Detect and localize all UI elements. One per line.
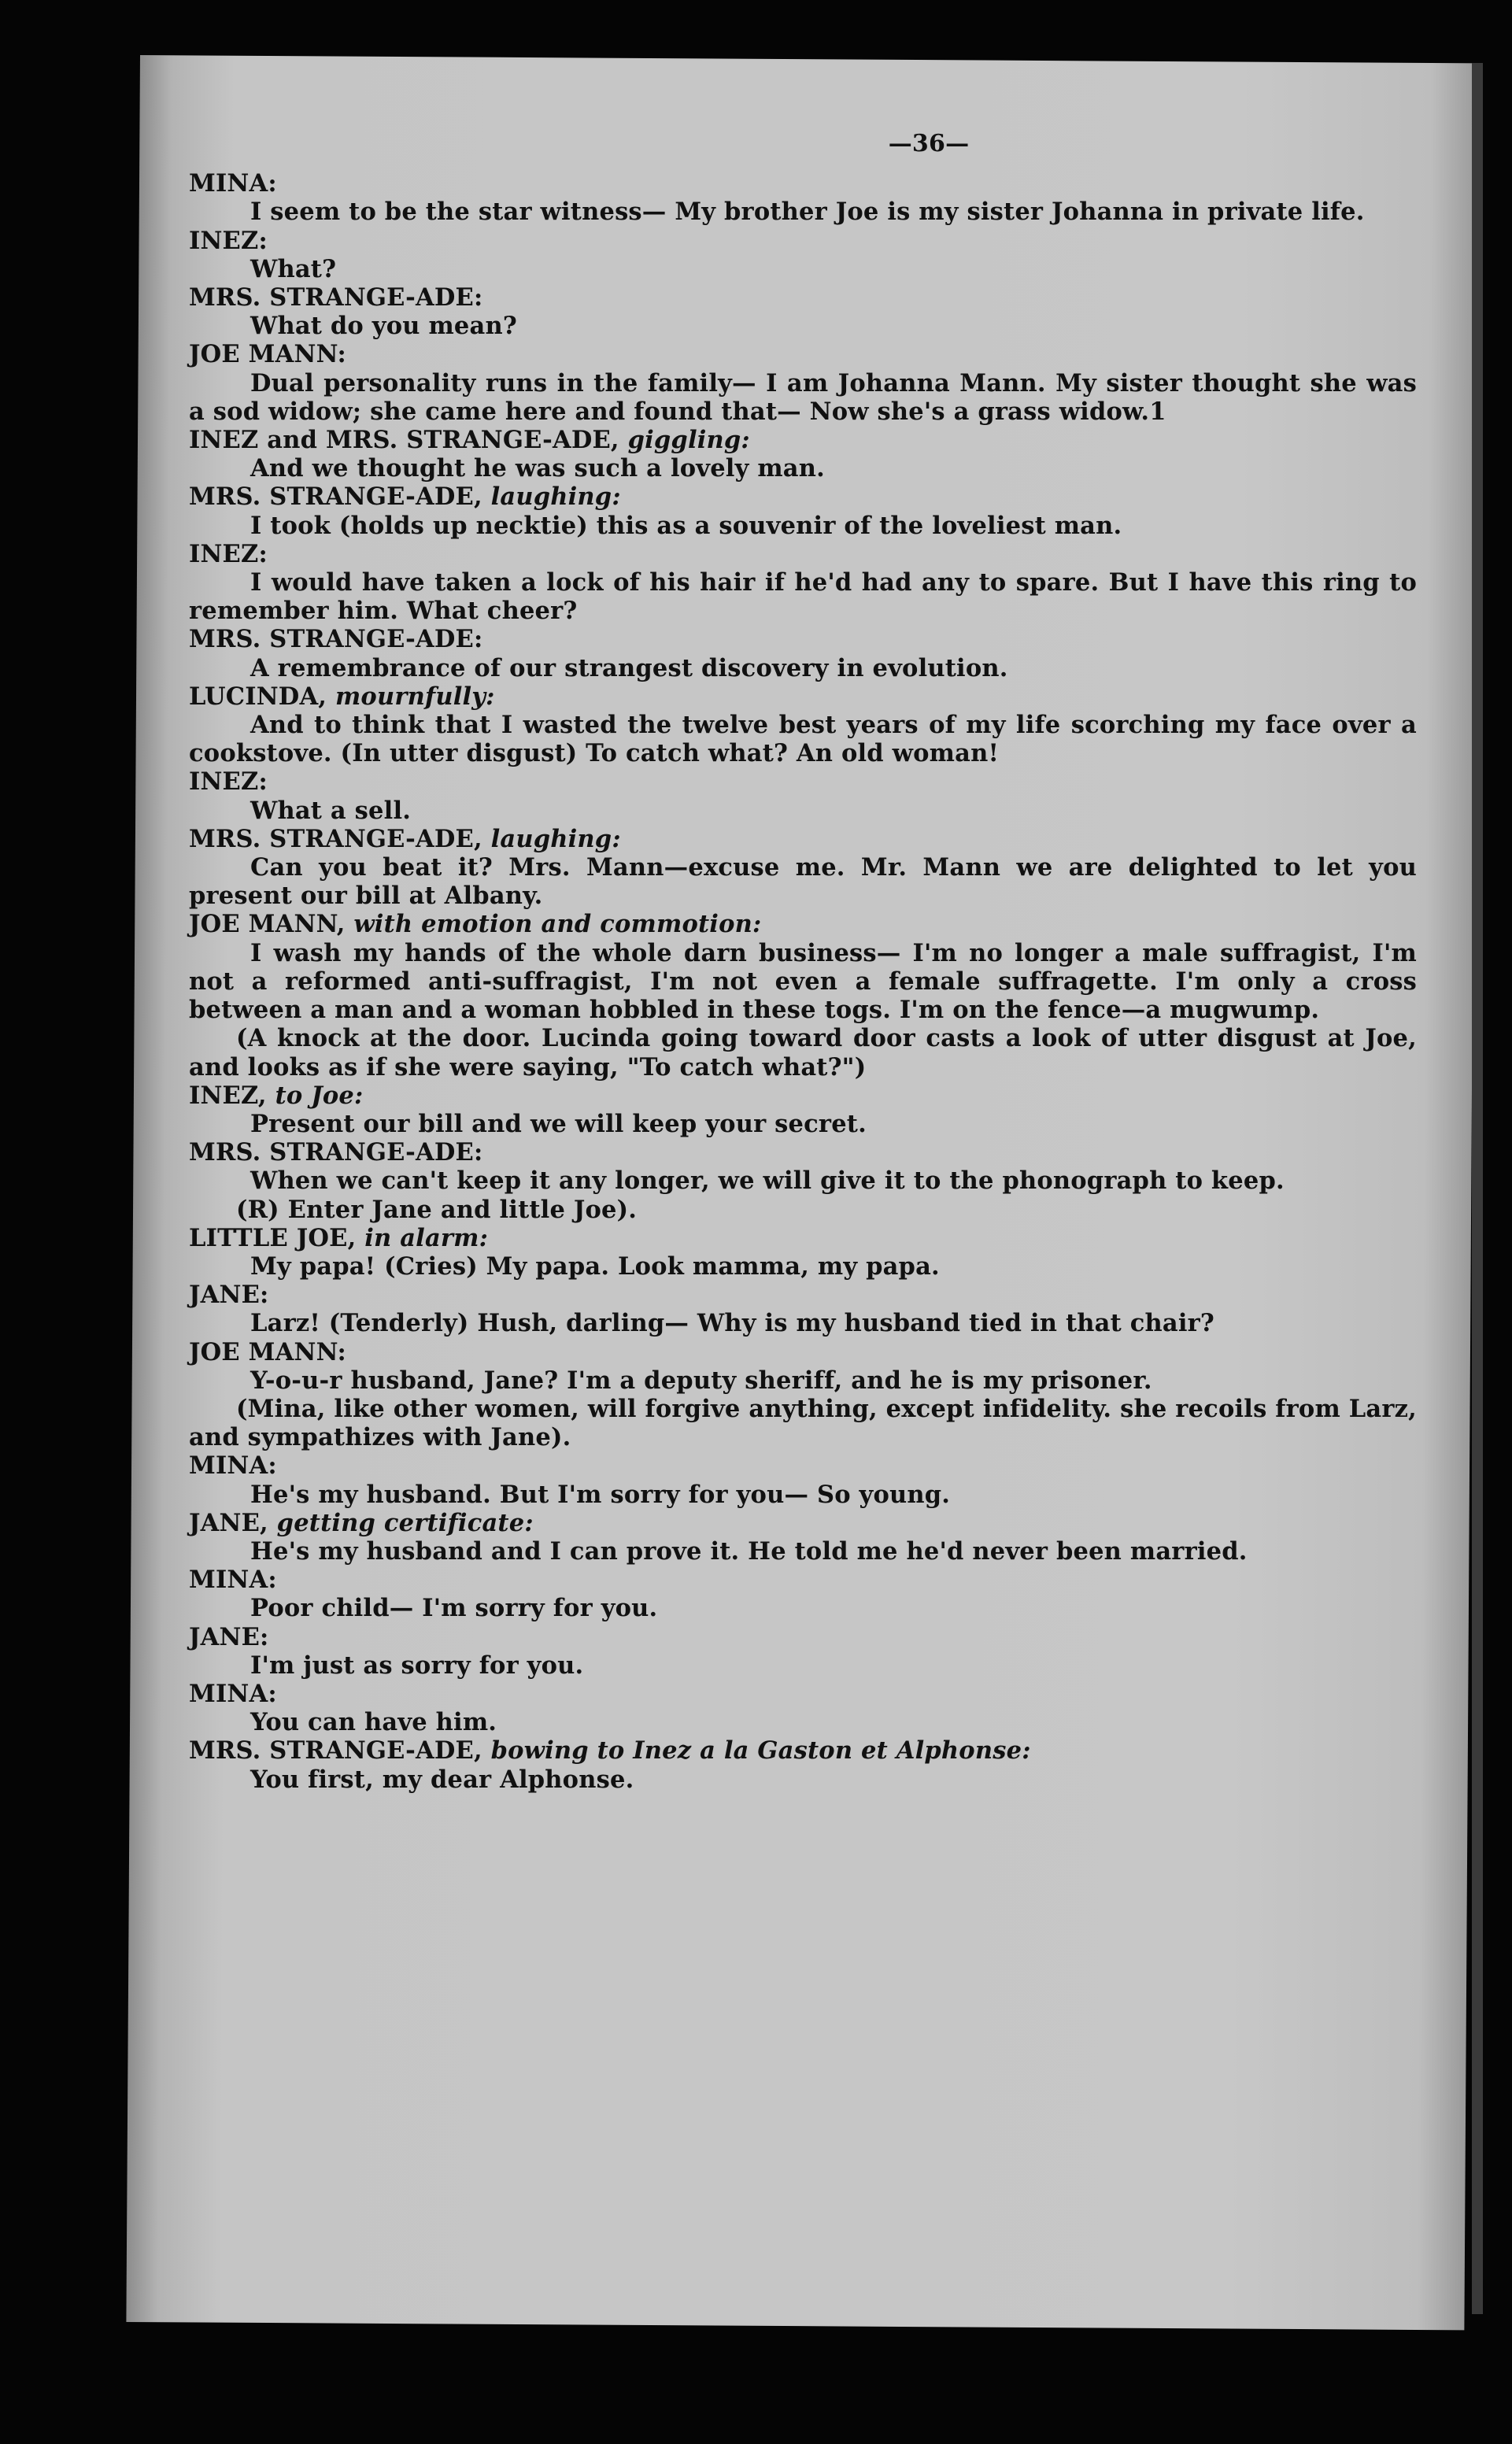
- dialogue-line: I'm just as sorry for you.: [250, 1651, 584, 1680]
- speaker-name: MRS. STRANGE-ADE,: [189, 1736, 482, 1766]
- speaker-heading: [189, 1224, 1417, 1252]
- speaker-name: LITTLE JOE,: [189, 1223, 357, 1252]
- speaker-name: INEZ:: [189, 226, 268, 255]
- speaker-heading: [189, 1281, 1417, 1309]
- speaker-direction: getting certificate:: [268, 1508, 534, 1537]
- speaker-name: JANE:: [189, 1281, 269, 1310]
- speaker-heading: [189, 1451, 1417, 1480]
- speaker-heading: [189, 1566, 1417, 1594]
- speaker-name: LUCINDA,: [189, 682, 327, 711]
- dialogue-line: He's my husband and I can prove it. He told me he'd never been married.: [250, 1536, 1248, 1566]
- speaker-direction: with emotion and commotion:: [345, 910, 762, 939]
- speaker-name: JANE:: [189, 1622, 269, 1651]
- dialogue-line: A remembrance of our strangest discovery in evolution.: [250, 653, 1008, 682]
- dialogue-line: When we can't keep it any longer, we will give it to the phonograph to keep.: [250, 1167, 1285, 1196]
- speaker-name: MINA:: [189, 1679, 277, 1708]
- speaker-heading: [189, 682, 1417, 711]
- speaker-heading: [189, 625, 1417, 653]
- dialogue-line: Present our bill and we will keep your secret.: [250, 1109, 867, 1138]
- speaker-name: MINA:: [189, 1451, 277, 1481]
- speaker-direction: laughing:: [482, 483, 621, 512]
- speaker-name: JANE,: [189, 1508, 268, 1537]
- stage-direction: (R) Enter Jane and little Joe).: [236, 1195, 638, 1224]
- speaker-direction: mournfully:: [327, 682, 495, 711]
- speaker-name: MINA:: [189, 1566, 277, 1595]
- dialogue-line: Y-o-u-r husband, Jane? I'm a deputy sheriff, and he is my prisoner.: [250, 1366, 1152, 1395]
- dialogue-line: I wash my hands of the whole darn business— I'm no longer a male suffragist, I'm not a reformed anti-suffragist, I'm not even a female suffragette. I'm only a cross between a man and a woman hobbled in these togs. I'm on the fence—a mugwump.: [189, 938, 1417, 1025]
- speaker-name: JOE MANN:: [189, 1337, 347, 1366]
- speaker-name: MRS. STRANGE-ADE,: [189, 483, 482, 512]
- speaker-heading: [189, 283, 1417, 312]
- speaker-heading: [189, 1736, 1417, 1765]
- speaker-name: MRS. STRANGE-ADE:: [189, 625, 483, 654]
- speaker-heading: [189, 1081, 1417, 1110]
- dialogue-line: Poor child— I'm sorry for you.: [250, 1594, 658, 1623]
- speaker-name: MINA:: [189, 169, 277, 198]
- speaker-heading: [189, 483, 1417, 511]
- speaker-heading: [189, 1338, 1417, 1366]
- speaker-name: MRS. STRANGE-ADE:: [189, 283, 483, 312]
- dialogue-line: I would have taken a lock of his hair if he'd had any to spare. But I have this ring to remember him. What cheer?: [189, 568, 1417, 626]
- speaker-heading: [189, 767, 1417, 796]
- dialogue-line: And we thought he was such a lovely man.: [250, 454, 825, 483]
- speaker-heading: [189, 1680, 1417, 1708]
- speaker-name: MRS. STRANGE-ADE:: [189, 1138, 483, 1167]
- dialogue-line: And to think that I wasted the twelve best years of my life scorching my face over a cookstove. (In utter disgust) To catch what? An old woman!: [189, 711, 1417, 768]
- speaker-heading: [189, 825, 1417, 853]
- speaker-name: INEZ:: [189, 767, 268, 797]
- speaker-heading: [189, 910, 1417, 938]
- speaker-direction: in alarm:: [356, 1223, 489, 1252]
- speaker-heading: [189, 169, 1417, 198]
- speaker-heading: [189, 227, 1417, 255]
- speaker-heading: [189, 540, 1417, 568]
- speaker-direction: bowing to Inez a la Gaston et Alphonse:: [482, 1736, 1031, 1766]
- speaker-name: INEZ:: [189, 539, 268, 568]
- stage-direction: (A knock at the door. Lucinda going toward door casts a look of utter disgust at Joe, and looks as if she were saying, "To catch what?"): [189, 1024, 1417, 1081]
- dialogue-line: Larz! (Tenderly) Hush, darling— Why is my husband tied in that chair?: [250, 1309, 1214, 1338]
- stage-direction: (Mina, like other women, will forgive anything, except infidelity. she recoils from Larz, and sympathizes with Jane).: [189, 1394, 1417, 1452]
- speaker-name: INEZ,: [189, 1081, 267, 1110]
- dialogue-line: I took (holds up necktie) this as a souvenir of the loveliest man.: [250, 511, 1122, 540]
- speaker-name: MRS. STRANGE-ADE,: [189, 824, 482, 853]
- speaker-heading: [189, 1623, 1417, 1651]
- dialogue-line: Dual personality runs in the family— I am Johanna Mann. My sister thought she was a sod widow; she came here and found that— Now she's a grass widow.1: [189, 368, 1417, 426]
- speaker-direction: to Joe:: [266, 1081, 364, 1110]
- script-body: [189, 130, 1417, 1794]
- speaker-name: INEZ and MRS. STRANGE-ADE,: [189, 426, 619, 455]
- dialogue-line: What a sell.: [250, 796, 412, 825]
- dialogue-container: [189, 169, 1417, 1794]
- speaker-direction: laughing:: [482, 824, 621, 853]
- dialogue-line: What?: [250, 254, 337, 283]
- speaker-heading: [189, 340, 1417, 368]
- dialogue-line: What do you mean?: [250, 312, 517, 341]
- dialogue-line: I seem to be the star witness— My brother Joe is my sister Johanna in private life.: [250, 198, 1365, 227]
- speaker-name: JOE MANN:: [189, 340, 347, 369]
- speaker-name: JOE MANN,: [189, 910, 346, 939]
- speaker-direction: giggling:: [619, 426, 750, 455]
- dialogue-line: He's my husband. But I'm sorry for you— So young.: [250, 1480, 951, 1509]
- dialogue-line: My papa! (Cries) My papa. Look mamma, my papa.: [250, 1252, 940, 1281]
- speaker-heading: [189, 426, 1417, 454]
- speaker-heading: [189, 1509, 1417, 1537]
- dialogue-line: Can you beat it? Mrs. Mann—excuse me. Mr. Mann we are delighted to let you present our bill at Albany.: [189, 853, 1417, 911]
- speaker-heading: [189, 1138, 1417, 1167]
- page-number: —36—: [888, 130, 970, 157]
- page-edge-shadow: [1472, 63, 1483, 2314]
- dialogue-line: You first, my dear Alphonse.: [250, 1765, 634, 1794]
- dialogue-line: You can have him.: [250, 1708, 497, 1737]
